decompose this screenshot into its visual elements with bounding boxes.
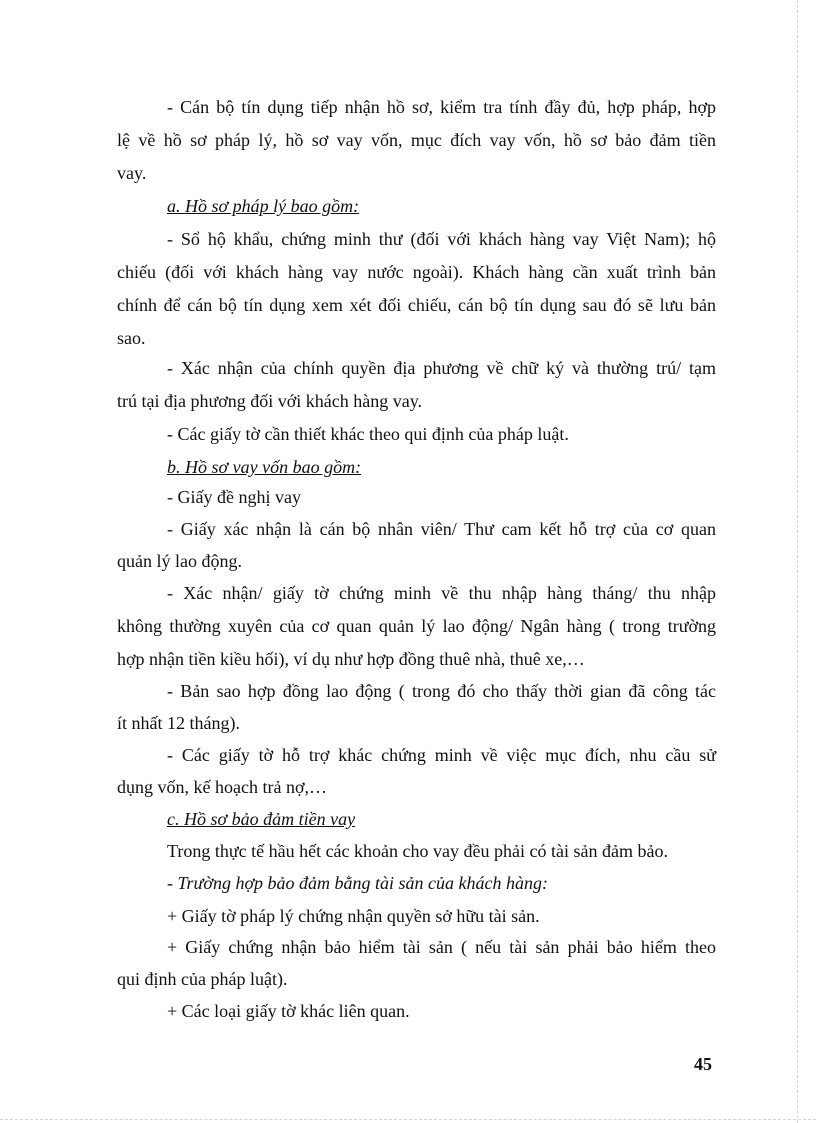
body-line: ít nhất 12 tháng). [117,713,240,733]
body-line: trú tại địa phương đối với khách hàng vay. [117,391,423,411]
body-line: chiếu (đối với khách hàng vay nước ngoài). Khách hàng cần xuất trình bản [117,262,716,282]
body-line: - Giấy đề nghị vay [167,487,301,507]
body-line-italic: - Trường hợp bảo đảm bằng tài sản của khách hàng: [167,873,549,893]
page-number: 45 [694,1054,712,1074]
section-heading-b: b. Hồ sơ vay vốn bao gồm: [167,457,362,477]
body-line: + Giấy tờ pháp lý chứng nhận quyền sở hữu tài sản. [167,906,540,926]
body-line: hợp nhận tiền kiều hối), ví dụ như hợp đồng thuê nhà, thuê xe,… [117,649,585,669]
body-line: - Giấy xác nhận là cán bộ nhân viên/ Thư cam kết hỗ trợ của cơ quan [167,519,716,539]
body-line: chính để cán bộ tín dụng xem xét đối chiếu, cán bộ tín dụng sau đó sẽ lưu bản [117,295,716,315]
body-line: - Xác nhận/ giấy tờ chứng minh về thu nhập hàng tháng/ thu nhập [167,583,716,603]
body-line: vay. [117,163,147,183]
page-border-bottom [0,1119,816,1120]
body-line: - Sổ hộ khẩu, chứng minh thư (đối với khách hàng vay Việt Nam); hộ [167,229,716,249]
body-line: sao. [117,328,146,348]
section-heading-c: c. Hồ sơ bảo đảm tiền vay [167,809,356,829]
body-line: - Cán bộ tín dụng tiếp nhận hồ sơ, kiểm tra tính đầy đủ, hợp pháp, hợp [167,97,716,117]
body-line: dụng vốn, kế hoạch trả nợ,… [117,777,327,797]
body-line: quản lý lao động. [117,551,242,571]
body-line: lệ về hồ sơ pháp lý, hồ sơ vay vốn, mục đích vay vốn, hồ sơ bảo đảm tiền [117,130,716,150]
body-line: không thường xuyên của cơ quan quản lý lao động/ Ngân hàng ( trong trường [117,616,716,636]
body-line: qui định của pháp luật). [117,969,288,989]
body-line: + Giấy chứng nhận bảo hiểm tài sản ( nếu tài sản phải bảo hiểm theo [167,937,716,957]
page-border-right [797,0,798,1123]
section-heading-a: a. Hồ sơ pháp lý bao gồm: [167,196,360,216]
body-line: Trong thực tế hầu hết các khoản cho vay đều phải có tài sản đảm bảo. [167,841,668,861]
body-line: + Các loại giấy tờ khác liên quan. [167,1001,410,1021]
body-line: - Các giấy tờ hỗ trợ khác chứng minh về việc mục đích, nhu cầu sử [167,745,716,765]
body-line: - Bản sao hợp đồng lao động ( trong đó cho thấy thời gian đã công tác [167,681,716,701]
body-line: - Xác nhận của chính quyền địa phương về chữ ký và thường trú/ tạm [167,358,716,378]
body-line: - Các giấy tờ cần thiết khác theo qui định của pháp luật. [167,424,569,444]
